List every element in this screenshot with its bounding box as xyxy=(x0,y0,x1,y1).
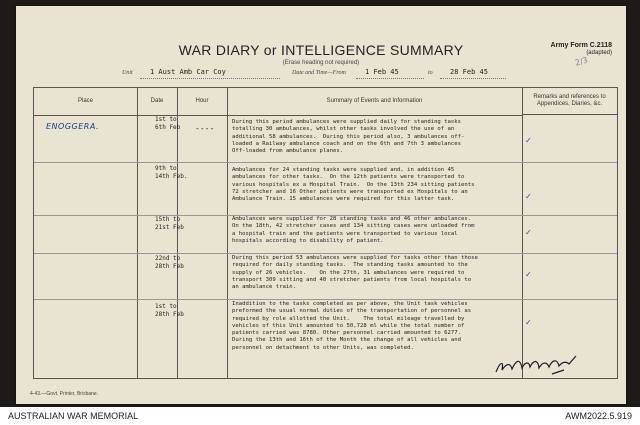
handwritten-mark: 2/3 xyxy=(574,55,589,68)
hour-entry: ---- xyxy=(195,124,215,133)
header-place: Place xyxy=(34,88,137,116)
row-divider xyxy=(34,162,617,163)
signature-icon xyxy=(492,352,582,378)
column-divider xyxy=(227,88,228,378)
row-divider xyxy=(34,253,617,254)
document-subtitle: (Erase heading not required) xyxy=(282,60,360,66)
checkmark-icon: ✓ xyxy=(525,318,532,327)
checkmark-icon: ✓ xyxy=(525,136,532,145)
entry-date: 15th to 21st Feb xyxy=(155,216,184,231)
column-divider xyxy=(522,88,523,378)
entry-date: 1st to 28th Feb xyxy=(155,303,184,318)
entry-date: 22nd to 28th Feb xyxy=(155,255,184,270)
form-number-text: Army Form C.2118 xyxy=(550,42,612,49)
checkmark-icon: ✓ xyxy=(525,228,532,237)
checkmark-icon: ✓ xyxy=(525,270,532,279)
header-date: Date xyxy=(137,88,177,116)
date-from: 1 Feb 45 xyxy=(365,68,399,76)
to-label: to xyxy=(428,70,433,76)
header-remarks: Remarks and references to Appendices, Diaries, &c. xyxy=(522,88,617,115)
entry-date: 1st to 6th Feb xyxy=(155,116,181,131)
diary-table xyxy=(33,87,618,379)
row-divider xyxy=(34,299,617,300)
document-title: WAR DIARY or INTELLIGENCE SUMMARY xyxy=(178,42,464,58)
checkmark-icon: ✓ xyxy=(525,192,532,201)
archive-reference: AWM2022.5.919 xyxy=(565,411,632,421)
unit-underline xyxy=(140,78,280,79)
printer-note: 4-43.—Govt. Printer, Brisbane. xyxy=(30,391,99,397)
place-entry: ENOGGERA. xyxy=(46,122,100,131)
column-divider xyxy=(137,88,138,378)
header-hour: Hour xyxy=(177,88,227,116)
unit-value: 1 Aust Amb Car Coy xyxy=(150,68,226,76)
date-to-underline xyxy=(440,78,506,79)
entry-summary: Ambulances were supplied for 28 standing tasks and 46 other ambulances. On the 18th, 42 stretcher cases and 134 sitting cases were unloaded from a hospital train and the patients were transported to various local hospitals according to disability of patient. xyxy=(232,216,475,244)
entry-summary: During this period ambulances were supplied daily for standing tasks totalling 30 ambulances, whilst other tasks involved the use of an additional 58 ambulances. During this period also, 3 ambulances off- loaded a Railway ambulance coach and on the 6th and 7th 3 ambulances Off-loaded from ambulance planes. xyxy=(232,119,465,155)
entry-summary: Ambulances for 24 standing tasks were supplied and, in addition 45 ambulances for other tasks. On the 12th patients were transported to various hospitals ex a Hospital Train. On the 13th 234 sitting patients 72 stretcher and 16 Other patients were transported ex Hospitals to an Ambulance Train. 15 ambulances were required for this latter task. xyxy=(232,167,475,203)
unit-label: Unit xyxy=(122,70,133,76)
entry-date: 9th to 14th Feb. xyxy=(155,165,188,180)
date-from-underline xyxy=(356,78,424,79)
entry-summary: During this period 53 ambulances were supplied for tasks other than those required for daily standing tasks. The standing tasks amounted to the supply of 26 vehicles. On the 27th, 31 ambulances were required to transport 309 sitting and 40 stretcher patients from local hospitals to an ambulance train. xyxy=(232,255,478,291)
date-label: Date and Time—From xyxy=(292,70,346,76)
form-note: (adapted) xyxy=(586,50,612,56)
archive-name: AUSTRALIAN WAR MEMORIAL xyxy=(8,411,139,421)
entry-summary: Inaddition to the tasks completed as per above, the Unit task vehicles preformed the usual normal duties of the transportation of personnel as required by role allotted the Unit. The total mileage travelled by vehicles of this Unit amounted to 50,728 ml while the total number of patients carried was 8780. Other personnel carried amounted to 6277. During the 13th and 16th of the Month the change of all vehicles and personnel on detachment to other Units, was completed. xyxy=(232,301,472,351)
header-summary: Summary of Events and Information xyxy=(227,88,522,116)
archive-footer xyxy=(0,407,640,425)
date-to: 28 Feb 45 xyxy=(450,68,488,76)
form-number xyxy=(551,42,612,56)
war-diary-sheet xyxy=(16,6,626,404)
